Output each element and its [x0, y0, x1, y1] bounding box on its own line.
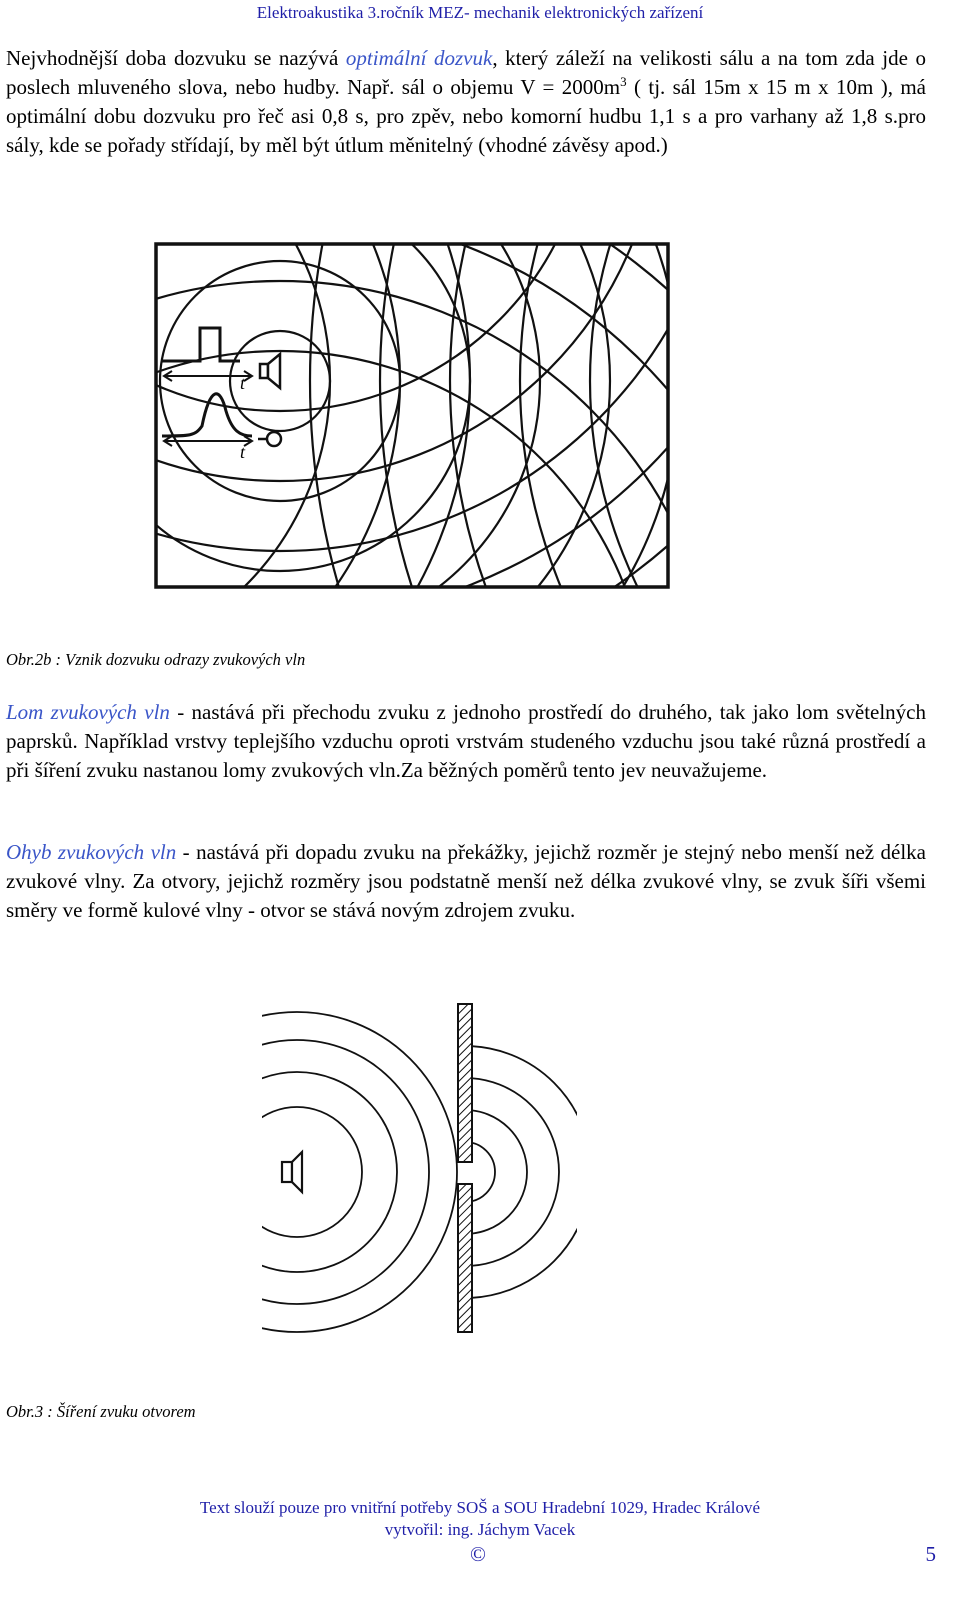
footer-note: Text slouží pouze pro vnitřní potřeby SOŠ a SOU Hradební 1029, Hradec Králové [199, 1498, 761, 1517]
time-label-bottom: t [240, 442, 246, 462]
page-header: Elektroakustika 3.ročník MEZ- mechanik elektronických zařízení [256, 3, 704, 22]
figure1-caption: Obr.2b : Vznik dozvuku odrazy zvukových vln [6, 650, 306, 669]
para1-text-3: ( tj. sál 15m x 15 m x 10m ), má optimální dobu dozvuku pro řeč asi 0,8 s, pro zpěv, nebo komorní hudbu 1,1 s a pro varhany až 1,8 s.pro sály, kde se pořady střídají, by měl být útlum měnitelný (vhodné závěsy apod.) [6, 75, 926, 157]
paragraph-optimal-reverb [6, 44, 926, 160]
term-optimal-reverb: optimální dozvuk [345, 46, 493, 70]
copyright-symbol: © [470, 1542, 486, 1566]
paragraph-diffraction [6, 838, 926, 925]
page-number: 5 [925, 1542, 936, 1566]
para1-text-2: , který záleží na velikosti sálu a na tom zda jde o poslech mluveného slova, nebo hudby. Např. sál o objemu V = 2000m [6, 46, 926, 99]
diffraction-opening-diagram [262, 972, 577, 1377]
para3-text: - nastává při dopadu zvuku na překážky, jejichž rozměr je stejný nebo menší než délka zvukové vlny. Za otvory, jejichž rozměry jsou podstatně menší než délka zvukové vlny, se zvuk šíři všemi směry ve formě kulové vlny - otvor se stává novým zdrojem zvuku. [6, 840, 926, 922]
term-diffraction: Ohyb zvukových vln [6, 840, 177, 864]
superscript-3: 3 [620, 74, 627, 89]
paragraph-refraction [6, 698, 926, 785]
term-refraction: Lom zvukových vln [6, 700, 170, 724]
para1-text-1: Nejvhodnější doba dozvuku se nazývá [6, 46, 346, 70]
para2-text: - nastává při přechodu zvuku z jednoho prostředí do druhého, tak jako lom světelných paprsků. Například vrstvy teplejšího vzduchu oproti vrstvám studeného vzduchu jsou také různá prostředí a při šíření zvuku nastanou lomy zvukových vln.Za běžných poměrů tento jev neuvažujeme. [6, 700, 926, 782]
figure2-caption: Obr.3 : Šíření zvuku otvorem [6, 1402, 196, 1421]
footer-author: vytvořil: ing. Jáchym Vacek [384, 1520, 576, 1539]
time-label-top: t [240, 373, 246, 393]
reverb-reflection-diagram [140, 236, 675, 601]
